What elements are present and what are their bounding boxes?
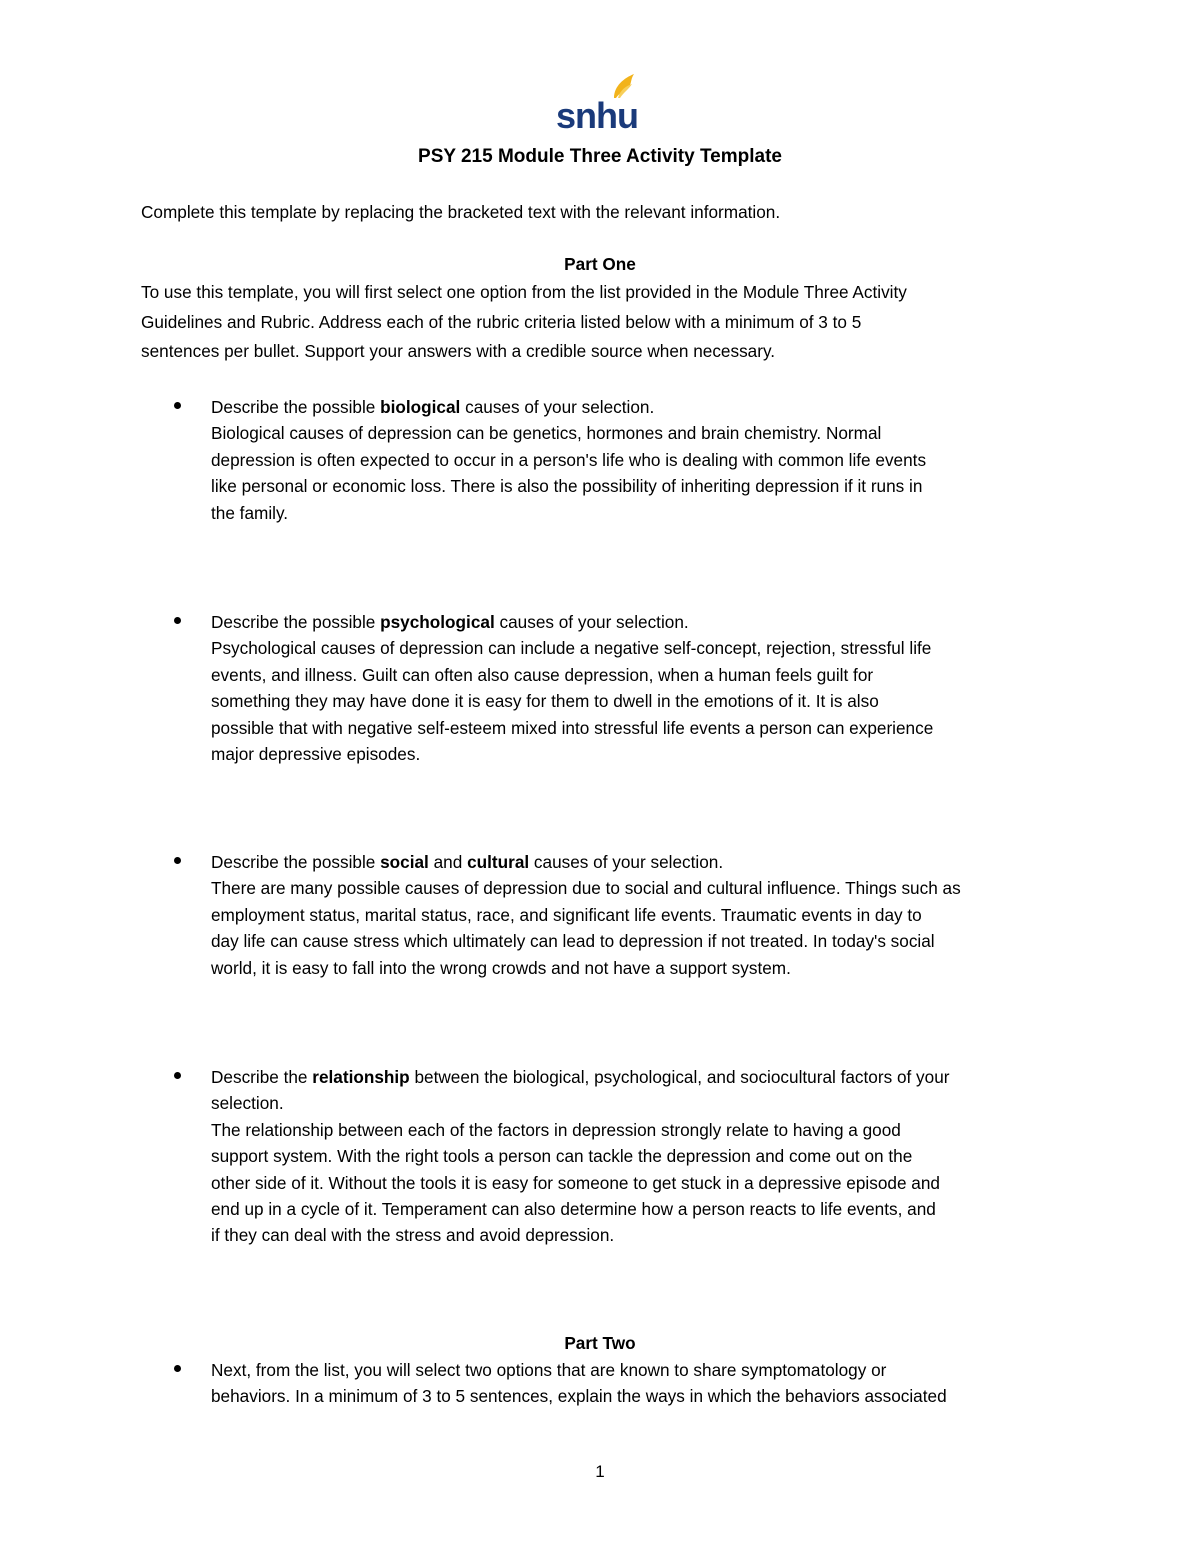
answer-line: something they may have done it is easy for them to dwell in the emotions of it. It is also bbox=[211, 691, 879, 712]
instruction-line: To use this template, you will first select one option from the list provided in the Module Three Activity bbox=[141, 282, 907, 302]
bullet-prompt: Describe the possible psychological causes of your selection. bbox=[211, 612, 689, 632]
answer-line: employment status, marital status, race, and significant life events. Traumatic events in day to bbox=[211, 904, 922, 925]
snhu-logo-graphic bbox=[554, 72, 640, 134]
answer-line: day life can cause stress which ultimately can lead to depression if not treated. In today's social bbox=[211, 931, 935, 952]
bullet-icon bbox=[174, 617, 181, 624]
bullet-prompt-continuation: selection. bbox=[211, 1093, 284, 1114]
answer-line: like personal or economic loss. There is also the possibility of inheriting depression if it runs in bbox=[211, 476, 923, 497]
page-number: 1 bbox=[595, 1462, 605, 1481]
answer-line: the family. bbox=[211, 502, 289, 523]
bullet-part-two bbox=[211, 1357, 1081, 1410]
bullet-prompt: Describe the relationship between the biological, psychological, and sociocultural factors of your bbox=[211, 1067, 950, 1087]
part-one-heading: Part One bbox=[564, 254, 636, 274]
answer-line: major depressive episodes. bbox=[211, 744, 421, 765]
bullet-icon bbox=[174, 1072, 181, 1079]
answer-line: events, and illness. Guilt can often also cause depression, when a human feels guilt for bbox=[211, 664, 874, 685]
bullet-relationship bbox=[211, 1064, 1081, 1249]
svg-text:snhu: snhu bbox=[556, 95, 638, 134]
intro-text: Complete this template by replacing the bracketed text with the relevant information. bbox=[141, 202, 781, 222]
bullet-icon bbox=[174, 402, 181, 409]
instruction-line: sentences per bullet. Support your answers with a credible source when necessary. bbox=[141, 341, 776, 361]
bullet-prompt: Describe the possible social and cultural causes of your selection. bbox=[211, 852, 724, 872]
bullet-prompt: Describe the possible biological causes of your selection. bbox=[211, 397, 655, 417]
answer-line: Biological causes of depression can be genetics, hormones and brain chemistry. Normal bbox=[211, 423, 882, 444]
bullet-icon bbox=[174, 1365, 181, 1372]
answer-line: Psychological causes of depression can include a negative self-concept, rejection, stressful life bbox=[211, 638, 932, 659]
answer-line: depression is often expected to occur in a person's life who is dealing with common life events bbox=[211, 449, 927, 470]
answer-line: if they can deal with the stress and avoid depression. bbox=[211, 1225, 615, 1246]
part-two-heading: Part Two bbox=[564, 1333, 636, 1353]
answer-line: possible that with negative self-esteem mixed into stressful life events a person can experience bbox=[211, 717, 934, 738]
part-two-line: Next, from the list, you will select two options that are known to share symptomatology or bbox=[211, 1360, 887, 1380]
snhu-logo bbox=[554, 72, 640, 134]
answer-line: world, it is easy to fall into the wrong crowds and not have a support system. bbox=[211, 957, 791, 978]
bullet-icon bbox=[174, 857, 181, 864]
bullet-biological bbox=[211, 394, 1081, 526]
answer-line: other side of it. Without the tools it is easy for someone to get stuck in a depressive episode and bbox=[211, 1172, 940, 1193]
answer-line: There are many possible causes of depression due to social and cultural influence. Things such as bbox=[211, 878, 961, 899]
document-title: PSY 215 Module Three Activity Template bbox=[418, 146, 782, 167]
instruction-line: Guidelines and Rubric. Address each of the rubric criteria listed below with a minimum of 3 to 5 bbox=[141, 311, 862, 332]
bullet-social-cultural bbox=[211, 849, 1081, 981]
part-two-line: behaviors. In a minimum of 3 to 5 sentences, explain the ways in which the behaviors associated bbox=[211, 1386, 947, 1407]
answer-line: end up in a cycle of it. Temperament can also determine how a person reacts to life events, and bbox=[211, 1199, 936, 1220]
bullet-psychological bbox=[211, 609, 1081, 767]
answer-line: The relationship between each of the factors in depression strongly relate to having a good bbox=[211, 1119, 901, 1140]
part-one-instructions bbox=[141, 278, 1061, 367]
answer-line: support system. With the right tools a person can tackle the depression and come out on the bbox=[211, 1146, 913, 1167]
